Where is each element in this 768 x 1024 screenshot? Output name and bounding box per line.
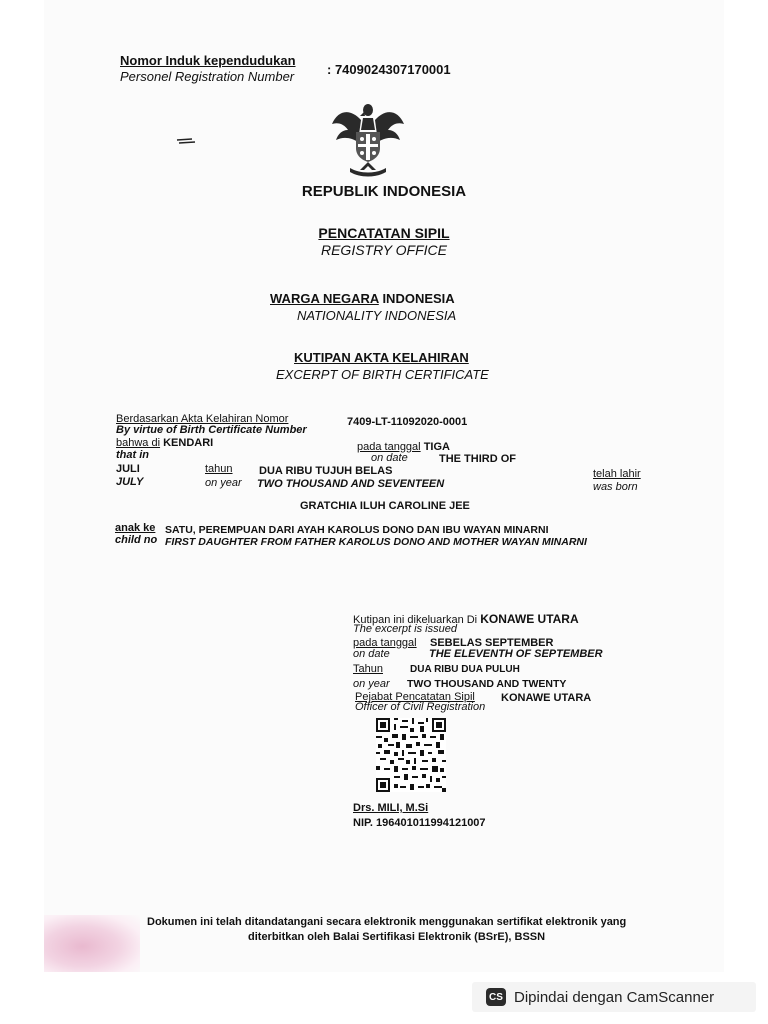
footer-line-1: Dokumen ini telah ditandatangani secara elektronik menggunakan sertifikat elektronik yang [147, 916, 627, 928]
office-title-id: PENCATATAN SIPIL [318, 225, 450, 241]
born-label-en: was born [593, 481, 638, 493]
document-title-en: EXCERPT OF BIRTH CERTIFICATE [276, 367, 489, 382]
issue-date-value-id: SEBELAS SEPTEMBER [430, 637, 554, 649]
republic-title: REPUBLIK INDONESIA [301, 183, 467, 200]
birth-year-label-en: on year [205, 477, 242, 489]
camscanner-watermark [472, 982, 756, 1012]
child-value-en: FIRST DAUGHTER FROM FATHER KAROLUS DONO AND MOTHER WAYAN MINARNI [165, 536, 587, 548]
place-label-id: bahwa di [116, 437, 161, 449]
issue-year-value-id: DUA RIBU DUA PULUH [410, 664, 520, 675]
issued-label-en: The excerpt is issued [353, 623, 457, 635]
issue-year-label-id: Tahun [353, 663, 383, 675]
birth-date-label-id: pada tanggal [357, 441, 421, 453]
child-label-en: child no [115, 534, 158, 546]
document-title-id: KUTIPAN AKTA KELAHIRAN [294, 350, 469, 365]
cert-label-id: Berdasarkan Akta Kelahiran Nomor [116, 413, 289, 425]
birth-date-value-en: THE THIRD OF [439, 453, 516, 465]
birth-month-en: JULY [116, 476, 144, 488]
officer-label-en: Officer of Civil Registration [355, 701, 486, 713]
birth-year-value-en: TWO THOUSAND AND SEVENTEEN [257, 478, 445, 490]
camscanner-logo-icon: CS [486, 988, 506, 1006]
nik-label-en: Personel Registration Number [120, 69, 295, 84]
nationality-id [270, 291, 455, 306]
cert-label-en: By virtue of Birth Certificate Number [116, 424, 307, 436]
officer-value: KONAWE UTARA [501, 692, 592, 704]
garuda-emblem-icon [330, 100, 406, 178]
nik-value: : 7409024307170001 [327, 62, 451, 77]
issue-year-value-en: TWO THOUSAND AND TWENTY [407, 678, 567, 690]
nationality-value-id: INDONESIA [382, 291, 455, 306]
camscanner-text: Dipindai dengan CamScanner [514, 988, 715, 1006]
ink-smudge [176, 138, 196, 146]
qr-code-icon [376, 718, 446, 792]
office-title-en: REGISTRY OFFICE [320, 242, 447, 258]
cert-number: 7409-LT-11092020-0001 [347, 416, 468, 428]
birth-year-label-id: tahun [205, 463, 233, 475]
issued-place-value: KONAWE UTARA [480, 612, 579, 626]
birth-date-value-id: TIGA [423, 441, 450, 453]
child-value-id: SATU, PEREMPUAN DARI AYAH KAROLUS DONO DAN IBU WAYAN MINARNI [165, 524, 549, 536]
place-label-en: that in [116, 449, 149, 461]
issued-label-id: Kutipan ini dikeluarkan Di [353, 614, 478, 626]
signer-name: Drs. MILI, M.Si [353, 802, 429, 814]
footer-line-2: diterbitkan oleh Balai Sertifikasi Elektronik (BSrE), BSSN [248, 931, 546, 943]
child-label-id: anak ke [115, 522, 156, 534]
issue-date-label-id: pada tanggal [353, 637, 417, 649]
signer-nip: NIP. 196401011994121007 [353, 817, 486, 829]
birth-month-id: JULI [116, 463, 140, 475]
place-line-id [116, 437, 213, 449]
place-value: KENDARI [163, 437, 214, 449]
nik-label-id: Nomor Induk kependudukan [120, 53, 296, 68]
nationality-en: NATIONALITY INDONESIA [297, 308, 457, 323]
issue-date-label-en: on date [353, 648, 390, 660]
issue-year-label-en: on year [353, 678, 390, 690]
born-label-id: telah lahir [593, 468, 641, 480]
birth-year-value-id: DUA RIBU TUJUH BELAS [259, 465, 393, 477]
birth-date-label-en: on date [371, 452, 408, 464]
issue-date-value-en: THE ELEVENTH OF SEPTEMBER [429, 648, 603, 660]
officer-label-id: Pejabat Pencatatan Sipil [355, 691, 475, 703]
child-name: GRATCHIA ILUH CAROLINE JEE [300, 500, 470, 512]
paper-stain [44, 915, 140, 972]
nationality-label-id: WARGA NEGARA [270, 291, 379, 306]
